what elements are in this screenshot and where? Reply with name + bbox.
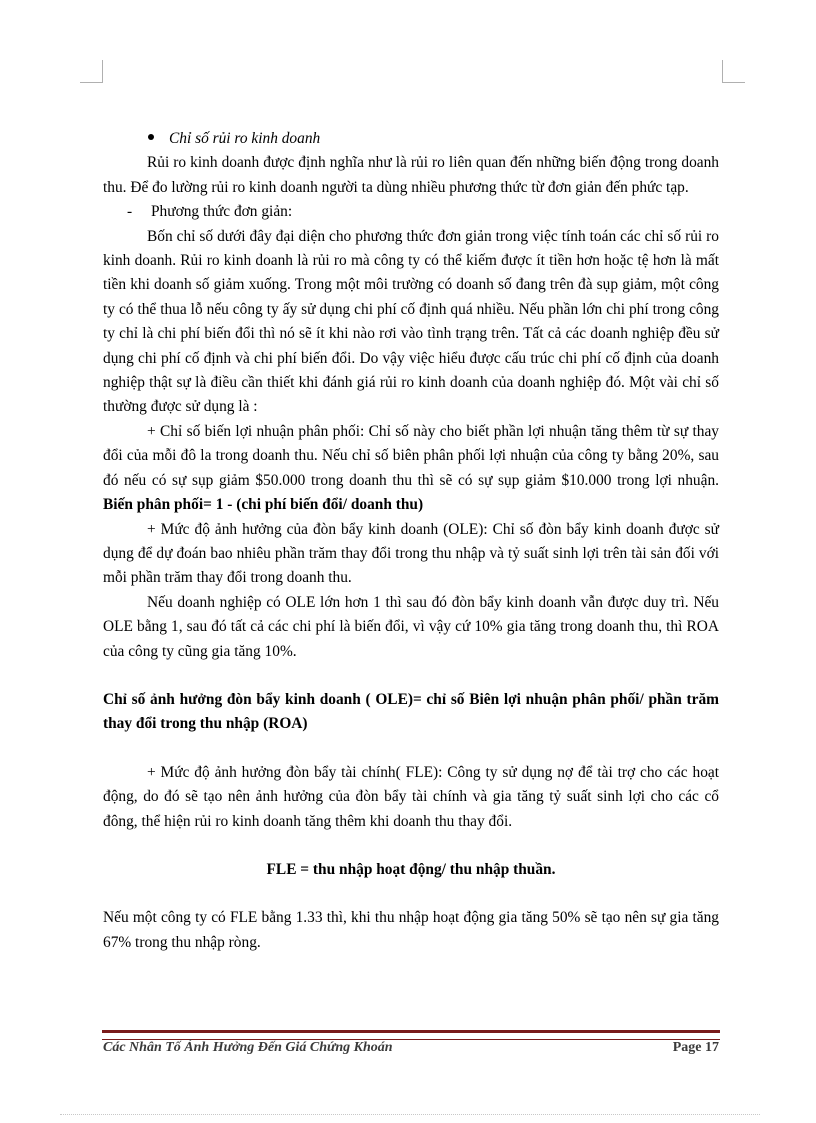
- page-break-line: [60, 1114, 760, 1115]
- paragraph: Nếu doanh nghiệp có OLE lớn hơn 1 thì sau đó đòn bẩy kinh doanh vẫn được duy trì. Nếu OLE bằng 1, sau đó tất cả các chi phí là biến đổi, vì vậy cứ 10% gia tăng trong doanh thu, thì ROA của công ty cũng gia tăng 10%.: [103, 593, 719, 660]
- section-heading: Chỉ số rủi ro kinh doanh: [103, 127, 719, 151]
- paragraph: + Mức độ ảnh hưởng đòn bẩy tài chính( FLE): Công ty sử dụng nợ để tài trợ cho các hoạt động, do đó sẽ tạo nên ảnh hưởng của đòn bẩy tài chính và gia tăng tỷ suất sinh lợi cho các cổ đông, thể hiện rủi ro kinh doanh tăng thêm khi doanh thu thay đổi.: [103, 763, 719, 830]
- dash-list-item: - Phương thức đơn giản:: [103, 200, 719, 224]
- page-corner-mark: [722, 60, 745, 83]
- paragraph: Rủi ro kinh doanh được định nghĩa như là rủi ro liên quan đến những biến động trong doanh thu. Để đo lường rủi ro kinh doanh người ta dùng nhiều phương thức từ đơn giản đến phức tạp.: [103, 154, 719, 196]
- bullet-icon: [148, 134, 154, 140]
- formula-centered: FLE = thu nhập hoạt động/ thu nhập thuần.: [266, 860, 556, 878]
- paragraph: Bốn chỉ số dưới đây đại diện cho phương thức đơn giản trong việc tính toán các chỉ số rủi ro kinh doanh. Rủi ro kinh doanh là rủi ro mà công ty có thể kiếm được ít tiền hơn hoặc tệ hơn là mất tiền khi doanh số giảm xuống. Trong một môi trường có doanh số đang trên đà sụp giảm, một công ty có thể thua lỗ nếu công ty ấy sử dụng chi phí cố định quá nhiều. Nếu phần lớn chi phí trong công ty chỉ là chi phí biến đổi thì nó sẽ ít khi nào rơi vào tình trạng trên. Tất cả các doanh nghiệp đều sử dụng chi phí cố định và chi phí biến đổi. Do vậy việc hiểu được cấu trúc chi phí cố định của doanh nghiệp thật sự là điều cần thiết khi đánh giá rủi ro kinh doanh của doanh nghiệp đó. Một vài chỉ số thường được sử dụng là :: [103, 227, 719, 416]
- page-body: [103, 127, 719, 955]
- paragraph: + Chỉ số biến lợi nhuận phân phối: Chỉ số này cho biết phần lợi nhuận tăng thêm từ sự thay đổi của mỗi đô la trong doanh thu. Nếu chỉ số biên phân phối lợi nhuận của công ty bằng 20%, sau đó nếu có sự sụp giảm $50.000 trong doanh thu thì sẽ có sự sụp giảm $10.000 trong lợi nhuận. Biến phân phối= 1 - (chi phí biến đổi/ doanh thu): [103, 422, 719, 514]
- formula-inline: Biến phân phối= 1 - (chi phí biến đổi/ doanh thu): [103, 496, 424, 514]
- footer-rule: [102, 1030, 720, 1040]
- page-number: Page 17: [672, 1040, 719, 1055]
- paragraph: + Mức độ ảnh hưởng của đòn bẩy kinh doanh (OLE): Chỉ số đòn bẩy kinh doanh được sử dụng để dự đoán bao nhiêu phần trăm thay đổi trong thu nhập và tỷ suất sinh lợi trên tài sản đối với mỗi phần trăm thay đổi trong doanh thu.: [103, 520, 719, 587]
- formula-block: Chỉ số ảnh hưởng đòn bẩy kinh doanh ( OLE)= chỉ số Biên lợi nhuận phân phối/ phần trăm thay đổi trong thu nhập (ROA): [103, 690, 719, 733]
- page-corner-mark: [80, 60, 103, 83]
- footer-title: Các Nhân Tố Ảnh Hưởng Đến Giá Chứng Khoán: [103, 1040, 393, 1055]
- dash-icon: -: [127, 203, 133, 221]
- paragraph: Nếu một công ty có FLE bằng 1.33 thì, khi thu nhập hoạt động gia tăng 50% sẽ tạo nên sự gia tăng 67% trong thu nhập ròng.: [103, 909, 719, 951]
